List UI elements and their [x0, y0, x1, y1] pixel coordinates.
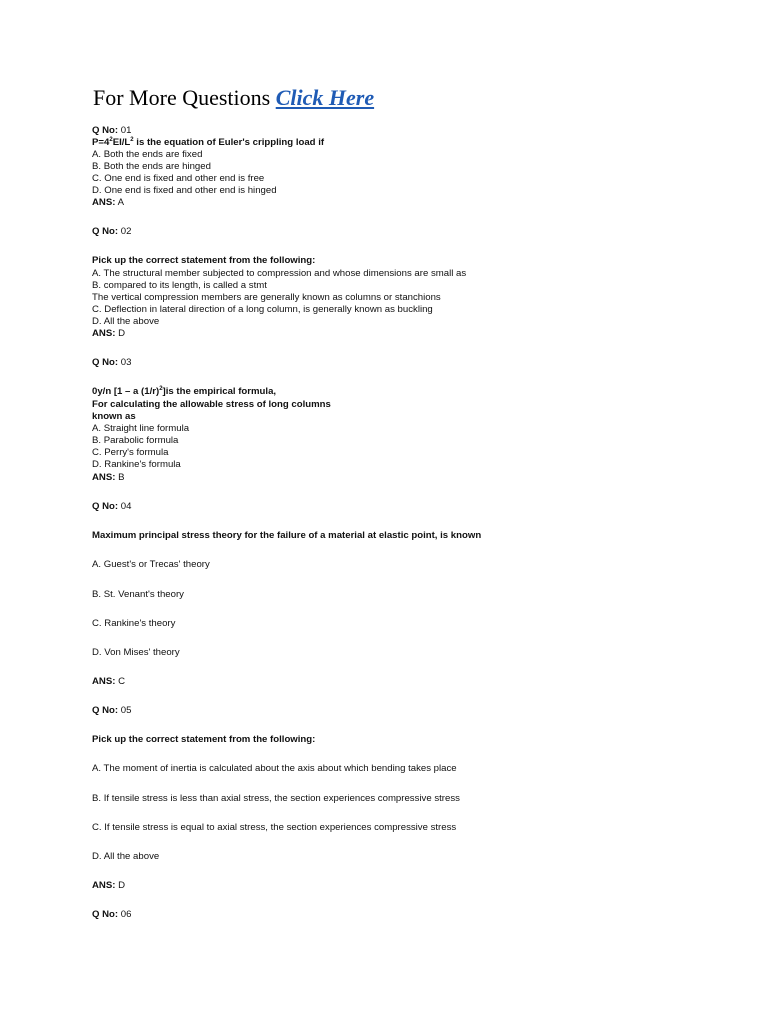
answer: ANS: B: [92, 472, 125, 483]
question-statement: Pick up the correct statement from the following:: [92, 255, 316, 266]
question-number: Q No: 02: [92, 226, 132, 237]
question-number: Q No: 04: [92, 501, 132, 512]
click-here-link[interactable]: Click Here: [275, 85, 375, 110]
option-a: A. Guest's or Trecas' theory: [92, 559, 210, 570]
statement-line: C. Deflection in lateral direction of a long column, is generally known as buckling: [92, 304, 433, 315]
option-a: A. The moment of inertia is calculated about the axis about which bending takes place: [92, 763, 457, 774]
option-b: B. If tensile stress is less than axial stress, the section experiences compressive stress: [92, 793, 460, 804]
question-number: Q No: 06: [92, 909, 132, 920]
option-b: B. Both the ends are hinged: [92, 161, 211, 172]
option-a: A. Both the ends are fixed: [92, 149, 203, 160]
statement-line: The vertical compression members are generally known as columns or stanchions: [92, 292, 441, 303]
option-c: C. Perry's formula: [92, 447, 169, 458]
question-statement: $P=4^2EI/L^2$ is the equation of Euler's crippling load if: [92, 136, 325, 148]
option-b: B. St. Venant's theory: [92, 589, 184, 600]
statement-line: B. compared to its length, is called a stmt: [92, 280, 267, 291]
answer: ANS: D: [92, 880, 126, 891]
question-statement: Maximum principal stress theory for the failure of a material at elastic point, is known: [92, 530, 482, 541]
option-c: C. If tensile stress is equal to axial stress, the section experiences compressive stress: [92, 822, 457, 833]
option-a: A. Straight line formula: [92, 423, 190, 434]
option-c: C. Rankine's theory: [92, 618, 176, 629]
option-d: D. All the above: [92, 851, 160, 862]
question-number: Q No: 03: [92, 357, 132, 368]
answer: ANS: C: [92, 676, 126, 687]
question-number: Q No: 01: [92, 125, 132, 136]
question-statement: 0y/n [1 – a $(1/r)^2]is$ the empirical formula,: [92, 385, 277, 397]
question-number: Q No: 05: [92, 705, 132, 716]
question-statement: For calculating the allowable stress of long columns: [92, 399, 331, 410]
answer: ANS: A: [92, 197, 124, 208]
answer: ANS: D: [92, 328, 126, 339]
statement-line: A. The structural member subjected to compression and whose dimensions are small as: [92, 268, 467, 279]
statement-line: D. All the above: [92, 316, 160, 327]
option-b: B. Parabolic formula: [92, 435, 179, 446]
header-text: For More Questions: [93, 85, 271, 110]
option-c: C. One end is fixed and other end is free: [92, 173, 265, 184]
page-header: [93, 85, 374, 111]
option-d: D. One end is fixed and other end is hinged: [92, 185, 277, 196]
option-d: D. Von Mises' theory: [92, 647, 180, 658]
question-statement: Pick up the correct statement from the following:: [92, 734, 316, 745]
option-d: D. Rankine's formula: [92, 459, 181, 470]
question-statement: known as: [92, 411, 136, 422]
